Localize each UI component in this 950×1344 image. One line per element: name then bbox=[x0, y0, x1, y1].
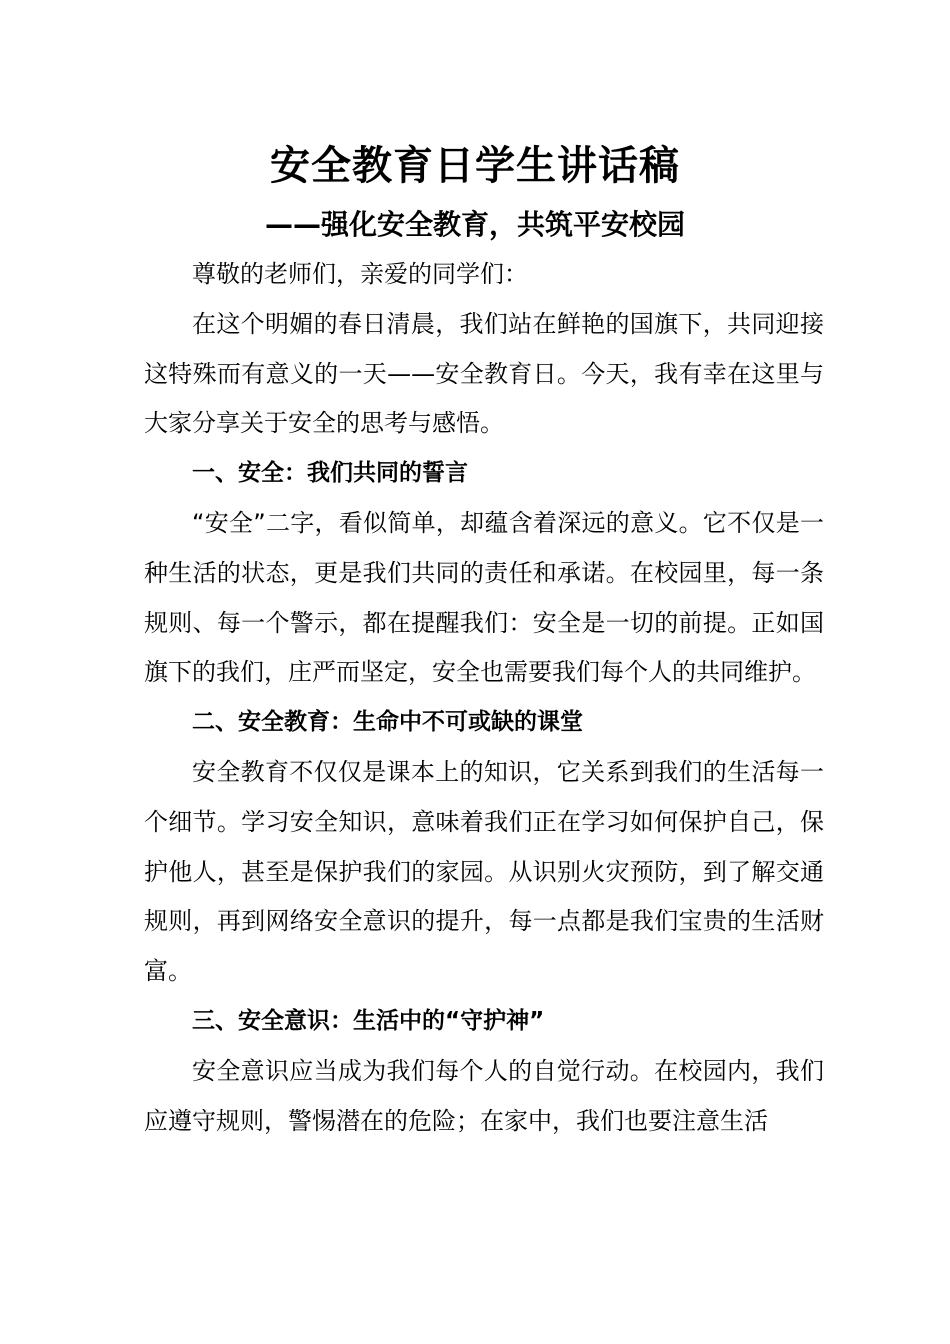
section-body-2: 安全教育不仅仅是课本上的知识，它关系到我们的生活每一个细节。学习安全知识，意味着我们正在学习如何保护自己，保护他人，甚至是保护我们的家园。从识别火灾预防，到了解交通规则，再到网络安全意识的提升，每一点都是我们宝贵的生活财富。 bbox=[144, 757, 824, 986]
intro-paragraph: 在这个明媚的春日清晨，我们站在鲜艳的国旗下，共同迎接这特殊而有意义的一天——安全教育日。今天，我有幸在这里与大家分享关于安全的思考与感悟。 bbox=[144, 309, 824, 438]
greeting-paragraph: 尊敬的老师们，亲爱的同学们： bbox=[192, 260, 528, 288]
document-body bbox=[144, 250, 824, 1146]
section-heading-1: 一、安全：我们共同的誓言 bbox=[192, 460, 468, 487]
section-body-3: 安全意识应当成为我们每个人的自觉行动。在校园内，我们应遵守规则，警惕潜在的危险；在家中，我们也要注意生活 bbox=[144, 1056, 824, 1135]
section-heading-2: 二、安全教育：生命中不可或缺的课堂 bbox=[192, 709, 583, 736]
section-body-1: “安全”二字，看似简单，却蕴含着深远的意义。它不仅是一种生活的状态，更是我们共同的责任和承诺。在校园里，每一条规则、每一个警示，都在提醒我们：安全是一切的前提。正如国旗下的我们，庄严而坚定，安全也需要我们每个人的共同维护。 bbox=[144, 508, 824, 687]
document-title: 安全教育日学生讲话稿 bbox=[270, 143, 680, 189]
document-subtitle: ——强化安全教育，共筑平安校园 bbox=[264, 208, 685, 241]
section-heading-3: 三、安全意识：生活中的“守护神” bbox=[192, 1007, 545, 1034]
